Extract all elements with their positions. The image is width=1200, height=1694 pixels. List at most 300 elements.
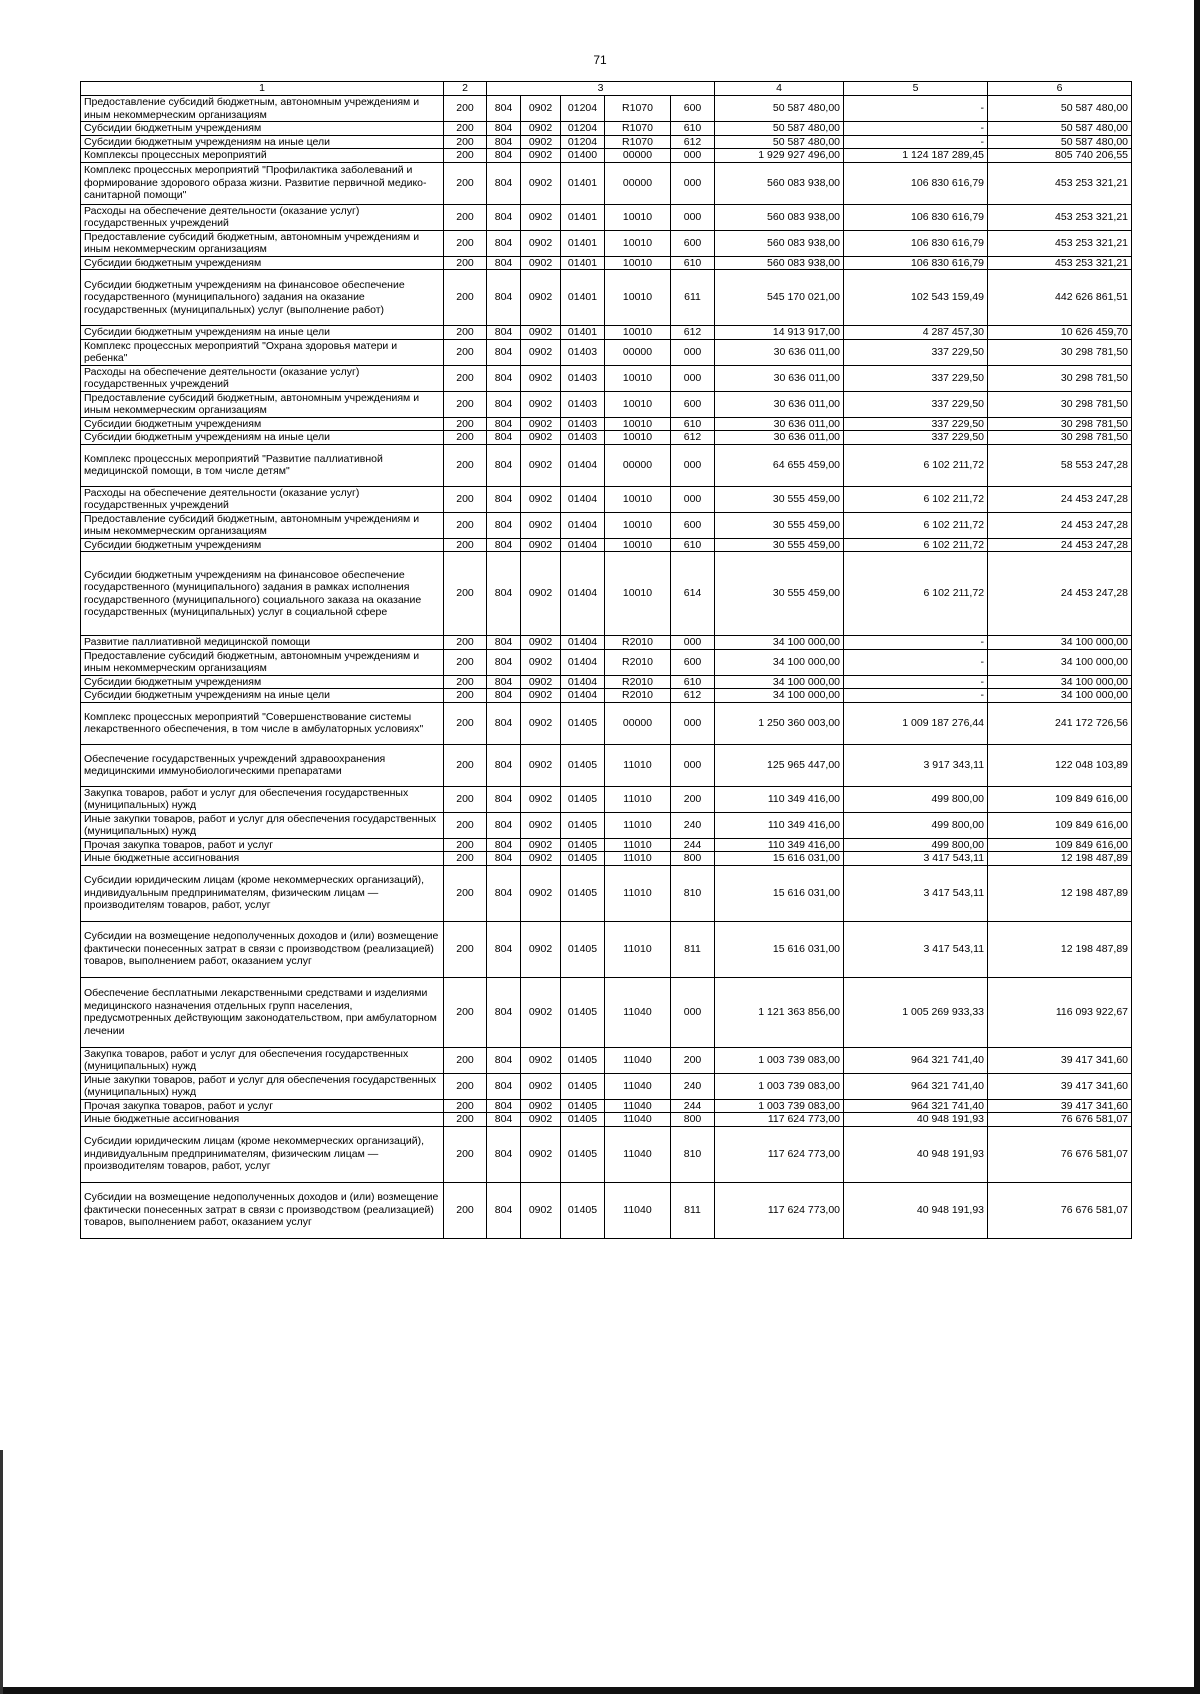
code-section: 804 [487,149,521,163]
table-row [81,838,1132,852]
amount-planned: 110 349 416,00 [715,838,844,852]
scan-edge-right [1194,0,1200,1694]
row-name: Иные закупки товаров, работ и услуг для обеспечения государственных (муниципальных) нужд [81,1073,444,1099]
code-program: 01405 [561,812,605,838]
code-expense-type: 600 [671,96,715,122]
code-subsection: 0902 [521,326,561,340]
code-subsection: 0902 [521,1047,561,1073]
code-grbs: 200 [444,444,487,486]
code-direction: R1070 [605,122,671,136]
code-program: 01404 [561,512,605,538]
code-program: 01403 [561,417,605,431]
code-subsection: 0902 [521,204,561,230]
code-program: 01405 [561,702,605,744]
amount-remaining: 241 172 726,56 [988,702,1132,744]
code-subsection: 0902 [521,636,561,650]
code-subsection: 0902 [521,339,561,365]
code-program: 01404 [561,689,605,703]
amount-executed: 3 917 343,11 [844,744,988,786]
table-row [81,852,1132,866]
code-grbs: 200 [444,1099,487,1113]
code-section: 804 [487,865,521,921]
code-direction: 10010 [605,512,671,538]
code-subsection: 0902 [521,538,561,552]
amount-executed: 337 229,50 [844,365,988,391]
code-section: 804 [487,977,521,1047]
code-grbs: 200 [444,977,487,1047]
table-row [81,812,1132,838]
amount-remaining: 50 587 480,00 [988,135,1132,149]
amount-remaining: 30 298 781,50 [988,391,1132,417]
code-direction: 11010 [605,744,671,786]
code-grbs: 200 [444,636,487,650]
amount-executed: 106 830 616,79 [844,256,988,270]
code-grbs: 200 [444,689,487,703]
code-program: 01405 [561,921,605,977]
code-program: 01400 [561,149,605,163]
amount-remaining: 30 298 781,50 [988,431,1132,445]
row-name: Субсидии бюджетным учреждениям на финансовое обеспечение государственного (муниципального) задания на оказание государственных (муниципальных) услуг (выполнение работ) [81,270,444,326]
header-row [81,82,1132,96]
code-section: 804 [487,162,521,204]
row-name: Закупка товаров, работ и услуг для обеспечения государственных (муниципальных) нужд [81,786,444,812]
table-row [81,921,1132,977]
code-direction: 11040 [605,1073,671,1099]
amount-executed: 1 005 269 933,33 [844,977,988,1047]
code-expense-type: 610 [671,256,715,270]
code-section: 804 [487,417,521,431]
header-col-3: 3 [487,82,715,96]
amount-planned: 1 003 739 083,00 [715,1073,844,1099]
table-row [81,1113,1132,1127]
code-section: 804 [487,1073,521,1099]
code-direction: 10010 [605,230,671,256]
code-grbs: 200 [444,512,487,538]
code-grbs: 200 [444,486,487,512]
code-section: 804 [487,702,521,744]
code-section: 804 [487,1126,521,1182]
amount-executed: 106 830 616,79 [844,204,988,230]
code-direction: 10010 [605,204,671,230]
code-expense-type: 000 [671,149,715,163]
amount-executed: 337 229,50 [844,391,988,417]
code-direction: 10010 [605,256,671,270]
code-grbs: 200 [444,122,487,136]
code-expense-type: 610 [671,417,715,431]
code-program: 01401 [561,230,605,256]
code-program: 01405 [561,1099,605,1113]
table-row [81,552,1132,636]
amount-planned: 30 555 459,00 [715,512,844,538]
code-section: 804 [487,135,521,149]
code-program: 01404 [561,538,605,552]
amount-planned: 1 929 927 496,00 [715,149,844,163]
row-name: Обеспечение государственных учреждений здравоохранения медицинскими иммунобиологическими препаратами [81,744,444,786]
code-subsection: 0902 [521,149,561,163]
amount-remaining: 12 198 487,89 [988,865,1132,921]
code-subsection: 0902 [521,649,561,675]
amount-executed: - [844,122,988,136]
code-section: 804 [487,552,521,636]
code-expense-type: 610 [671,538,715,552]
code-subsection: 0902 [521,270,561,326]
table-row [81,744,1132,786]
code-subsection: 0902 [521,512,561,538]
amount-executed: 6 102 211,72 [844,512,988,538]
code-section: 804 [487,744,521,786]
code-subsection: 0902 [521,852,561,866]
amount-executed: 3 417 543,11 [844,921,988,977]
code-section: 804 [487,921,521,977]
code-direction: 11010 [605,921,671,977]
code-subsection: 0902 [521,1126,561,1182]
amount-executed: 1 009 187 276,44 [844,702,988,744]
code-direction: 00000 [605,339,671,365]
code-grbs: 200 [444,270,487,326]
row-name: Обеспечение бесплатными лекарственными средствами и изделиями медицинского назначения отдельных групп населения, предусмотренных действующим законодательством, при амбулаторном лечении [81,977,444,1047]
code-grbs: 200 [444,135,487,149]
row-name: Комплексы процессных мероприятий [81,149,444,163]
table-row [81,149,1132,163]
code-subsection: 0902 [521,256,561,270]
code-grbs: 200 [444,675,487,689]
table-row [81,256,1132,270]
code-grbs: 200 [444,812,487,838]
code-expense-type: 000 [671,636,715,650]
table-row [81,204,1132,230]
code-expense-type: 000 [671,486,715,512]
code-section: 804 [487,256,521,270]
amount-planned: 64 655 459,00 [715,444,844,486]
code-grbs: 200 [444,162,487,204]
row-name: Прочая закупка товаров, работ и услуг [81,1099,444,1113]
amount-remaining: 30 298 781,50 [988,365,1132,391]
amount-executed: 964 321 741,40 [844,1073,988,1099]
code-section: 804 [487,96,521,122]
code-subsection: 0902 [521,812,561,838]
amount-executed: 40 948 191,93 [844,1126,988,1182]
amount-executed: 964 321 741,40 [844,1099,988,1113]
code-grbs: 200 [444,1113,487,1127]
row-name: Прочая закупка товаров, работ и услуг [81,838,444,852]
amount-remaining: 453 253 321,21 [988,204,1132,230]
code-subsection: 0902 [521,431,561,445]
amount-remaining: 76 676 581,07 [988,1126,1132,1182]
code-section: 804 [487,786,521,812]
code-expense-type: 811 [671,1182,715,1238]
row-name: Субсидии бюджетным учреждениям [81,417,444,431]
code-section: 804 [487,204,521,230]
code-expense-type: 612 [671,135,715,149]
code-section: 804 [487,1182,521,1238]
row-name: Расходы на обеспечение деятельности (оказание услуг) государственных учреждений [81,204,444,230]
row-name: Субсидии бюджетным учреждениям [81,256,444,270]
code-subsection: 0902 [521,230,561,256]
code-subsection: 0902 [521,135,561,149]
amount-planned: 30 555 459,00 [715,486,844,512]
code-program: 01404 [561,444,605,486]
table-row [81,649,1132,675]
code-direction: 11010 [605,852,671,866]
code-section: 804 [487,339,521,365]
code-subsection: 0902 [521,1099,561,1113]
code-program: 01404 [561,649,605,675]
code-section: 804 [487,431,521,445]
code-program: 01401 [561,162,605,204]
code-grbs: 200 [444,852,487,866]
code-grbs: 200 [444,552,487,636]
amount-remaining: 442 626 861,51 [988,270,1132,326]
code-subsection: 0902 [521,1073,561,1099]
row-name: Предоставление субсидий бюджетным, автономным учреждениям и иным некоммерческим организациям [81,649,444,675]
amount-remaining: 109 849 616,00 [988,838,1132,852]
code-section: 804 [487,636,521,650]
amount-executed: 3 417 543,11 [844,865,988,921]
amount-remaining: 116 093 922,67 [988,977,1132,1047]
table-row [81,865,1132,921]
amount-remaining: 805 740 206,55 [988,149,1132,163]
amount-planned: 1 003 739 083,00 [715,1099,844,1113]
amount-executed: 102 543 159,49 [844,270,988,326]
table-row [81,1182,1132,1238]
amount-executed: 6 102 211,72 [844,444,988,486]
amount-remaining: 12 198 487,89 [988,921,1132,977]
table-row [81,391,1132,417]
code-subsection: 0902 [521,689,561,703]
code-program: 01403 [561,391,605,417]
amount-remaining: 50 587 480,00 [988,96,1132,122]
code-program: 01405 [561,852,605,866]
code-expense-type: 000 [671,702,715,744]
code-subsection: 0902 [521,1182,561,1238]
row-name: Субсидии бюджетным учреждениям на иные цели [81,689,444,703]
code-expense-type: 000 [671,744,715,786]
code-expense-type: 811 [671,921,715,977]
code-direction: R1070 [605,96,671,122]
header-col-1: 1 [81,82,444,96]
amount-planned: 34 100 000,00 [715,649,844,675]
table-row [81,365,1132,391]
code-direction: 11040 [605,1126,671,1182]
code-direction: R1070 [605,135,671,149]
table-row [81,431,1132,445]
code-section: 804 [487,444,521,486]
amount-planned: 34 100 000,00 [715,675,844,689]
page-number: 71 [593,53,607,67]
code-direction: 00000 [605,162,671,204]
code-subsection: 0902 [521,702,561,744]
code-section: 804 [487,391,521,417]
code-direction: R2010 [605,636,671,650]
amount-remaining: 30 298 781,50 [988,417,1132,431]
code-grbs: 200 [444,538,487,552]
amount-executed: - [844,96,988,122]
row-name: Иные закупки товаров, работ и услуг для обеспечения государственных (муниципальных) нужд [81,812,444,838]
amount-executed: - [844,135,988,149]
code-subsection: 0902 [521,391,561,417]
code-subsection: 0902 [521,921,561,977]
code-program: 01404 [561,552,605,636]
row-name: Предоставление субсидий бюджетным, автономным учреждениям и иным некоммерческим организациям [81,96,444,122]
code-expense-type: 000 [671,162,715,204]
code-subsection: 0902 [521,675,561,689]
scan-edge-bottom [0,1687,1200,1694]
code-subsection: 0902 [521,486,561,512]
code-subsection: 0902 [521,786,561,812]
amount-remaining: 24 453 247,28 [988,552,1132,636]
code-expense-type: 810 [671,1126,715,1182]
code-direction: 10010 [605,391,671,417]
code-program: 01405 [561,1126,605,1182]
code-expense-type: 000 [671,977,715,1047]
code-expense-type: 800 [671,1113,715,1127]
code-subsection: 0902 [521,838,561,852]
amount-planned: 125 965 447,00 [715,744,844,786]
row-name: Субсидии бюджетным учреждениям на иные цели [81,135,444,149]
header-col-5: 5 [844,82,988,96]
code-program: 01404 [561,675,605,689]
row-name: Субсидии бюджетным учреждениям на финансовое обеспечение государственного (муниципального) задания в рамках исполнения государственного (муниципального) социального заказа на оказание государственных (муниципальных) услуг в социальной сфере [81,552,444,636]
code-expense-type: 000 [671,444,715,486]
table-row [81,675,1132,689]
code-grbs: 200 [444,702,487,744]
code-program: 01405 [561,1113,605,1127]
code-expense-type: 610 [671,675,715,689]
code-direction: R2010 [605,689,671,703]
code-direction: R2010 [605,649,671,675]
amount-planned: 560 083 938,00 [715,230,844,256]
amount-executed: 337 229,50 [844,431,988,445]
code-direction: 10010 [605,417,671,431]
code-program: 01401 [561,326,605,340]
scan-edge-left [0,1450,3,1694]
amount-executed: 337 229,50 [844,339,988,365]
code-subsection: 0902 [521,417,561,431]
code-expense-type: 612 [671,431,715,445]
table-row [81,122,1132,136]
code-grbs: 200 [444,1047,487,1073]
table-row [81,339,1132,365]
row-name: Предоставление субсидий бюджетным, автономным учреждениям и иным некоммерческим организациям [81,391,444,417]
row-name: Комплекс процессных мероприятий "Профилактика заболеваний и формирование здорового образа жизни. Развитие первичной медико-санитарной помощи" [81,162,444,204]
amount-planned: 15 616 031,00 [715,865,844,921]
table-row [81,417,1132,431]
amount-executed: 499 800,00 [844,786,988,812]
amount-remaining: 109 849 616,00 [988,812,1132,838]
code-grbs: 200 [444,1073,487,1099]
table-row [81,1126,1132,1182]
code-section: 804 [487,838,521,852]
code-section: 804 [487,270,521,326]
code-expense-type: 240 [671,1073,715,1099]
code-expense-type: 600 [671,512,715,538]
code-expense-type: 600 [671,391,715,417]
amount-planned: 14 913 917,00 [715,326,844,340]
row-name: Предоставление субсидий бюджетным, автономным учреждениям и иным некоммерческим организациям [81,230,444,256]
amount-executed: - [844,675,988,689]
table-row [81,786,1132,812]
amount-planned: 1 003 739 083,00 [715,1047,844,1073]
amount-remaining: 76 676 581,07 [988,1113,1132,1127]
amount-planned: 117 624 773,00 [715,1113,844,1127]
amount-executed: 964 321 741,40 [844,1047,988,1073]
amount-planned: 1 121 363 856,00 [715,977,844,1047]
amount-executed: 3 417 543,11 [844,852,988,866]
code-section: 804 [487,812,521,838]
code-program: 01401 [561,204,605,230]
table-row [81,326,1132,340]
code-grbs: 200 [444,230,487,256]
table-row [81,512,1132,538]
code-expense-type: 611 [671,270,715,326]
code-grbs: 200 [444,649,487,675]
code-grbs: 200 [444,744,487,786]
code-subsection: 0902 [521,365,561,391]
table-row [81,96,1132,122]
code-direction: 10010 [605,326,671,340]
code-grbs: 200 [444,865,487,921]
code-direction: 10010 [605,270,671,326]
amount-remaining: 12 198 487,89 [988,852,1132,866]
amount-executed: - [844,689,988,703]
code-direction: 00000 [605,444,671,486]
amount-planned: 117 624 773,00 [715,1182,844,1238]
table-row [81,538,1132,552]
code-expense-type: 240 [671,812,715,838]
row-name: Субсидии бюджетным учреждениям на иные цели [81,431,444,445]
code-grbs: 200 [444,838,487,852]
code-grbs: 200 [444,365,487,391]
code-direction: 10010 [605,431,671,445]
header-col-4: 4 [715,82,844,96]
row-name: Комплекс процессных мероприятий "Совершенствование системы лекарственного обеспечения, в том числе в амбулаторных условиях" [81,702,444,744]
code-section: 804 [487,689,521,703]
code-program: 01204 [561,135,605,149]
amount-remaining: 24 453 247,28 [988,538,1132,552]
amount-remaining: 453 253 321,21 [988,256,1132,270]
row-name: Расходы на обеспечение деятельности (оказание услуг) государственных учреждений [81,365,444,391]
code-section: 804 [487,1113,521,1127]
code-direction: 10010 [605,365,671,391]
code-section: 804 [487,1099,521,1113]
code-program: 01404 [561,486,605,512]
amount-remaining: 39 417 341,60 [988,1073,1132,1099]
code-grbs: 200 [444,256,487,270]
row-name: Субсидии юридическим лицам (кроме некоммерческих организаций), индивидуальным предпринимателям, физическим лицам — производителям товаров, работ, услуг [81,865,444,921]
code-subsection: 0902 [521,96,561,122]
table-row [81,702,1132,744]
code-program: 01405 [561,838,605,852]
code-direction: 11040 [605,1099,671,1113]
code-subsection: 0902 [521,744,561,786]
code-grbs: 200 [444,417,487,431]
code-grbs: 200 [444,1182,487,1238]
code-program: 01405 [561,744,605,786]
amount-planned: 545 170 021,00 [715,270,844,326]
code-direction: 11040 [605,1182,671,1238]
amount-executed: 337 229,50 [844,417,988,431]
amount-remaining: 453 253 321,21 [988,230,1132,256]
row-name: Субсидии бюджетным учреждениям [81,538,444,552]
amount-planned: 50 587 480,00 [715,135,844,149]
amount-remaining: 109 849 616,00 [988,786,1132,812]
code-section: 804 [487,122,521,136]
code-direction: 11040 [605,977,671,1047]
amount-executed: 499 800,00 [844,838,988,852]
amount-planned: 30 555 459,00 [715,552,844,636]
amount-remaining: 39 417 341,60 [988,1099,1132,1113]
amount-remaining: 39 417 341,60 [988,1047,1132,1073]
